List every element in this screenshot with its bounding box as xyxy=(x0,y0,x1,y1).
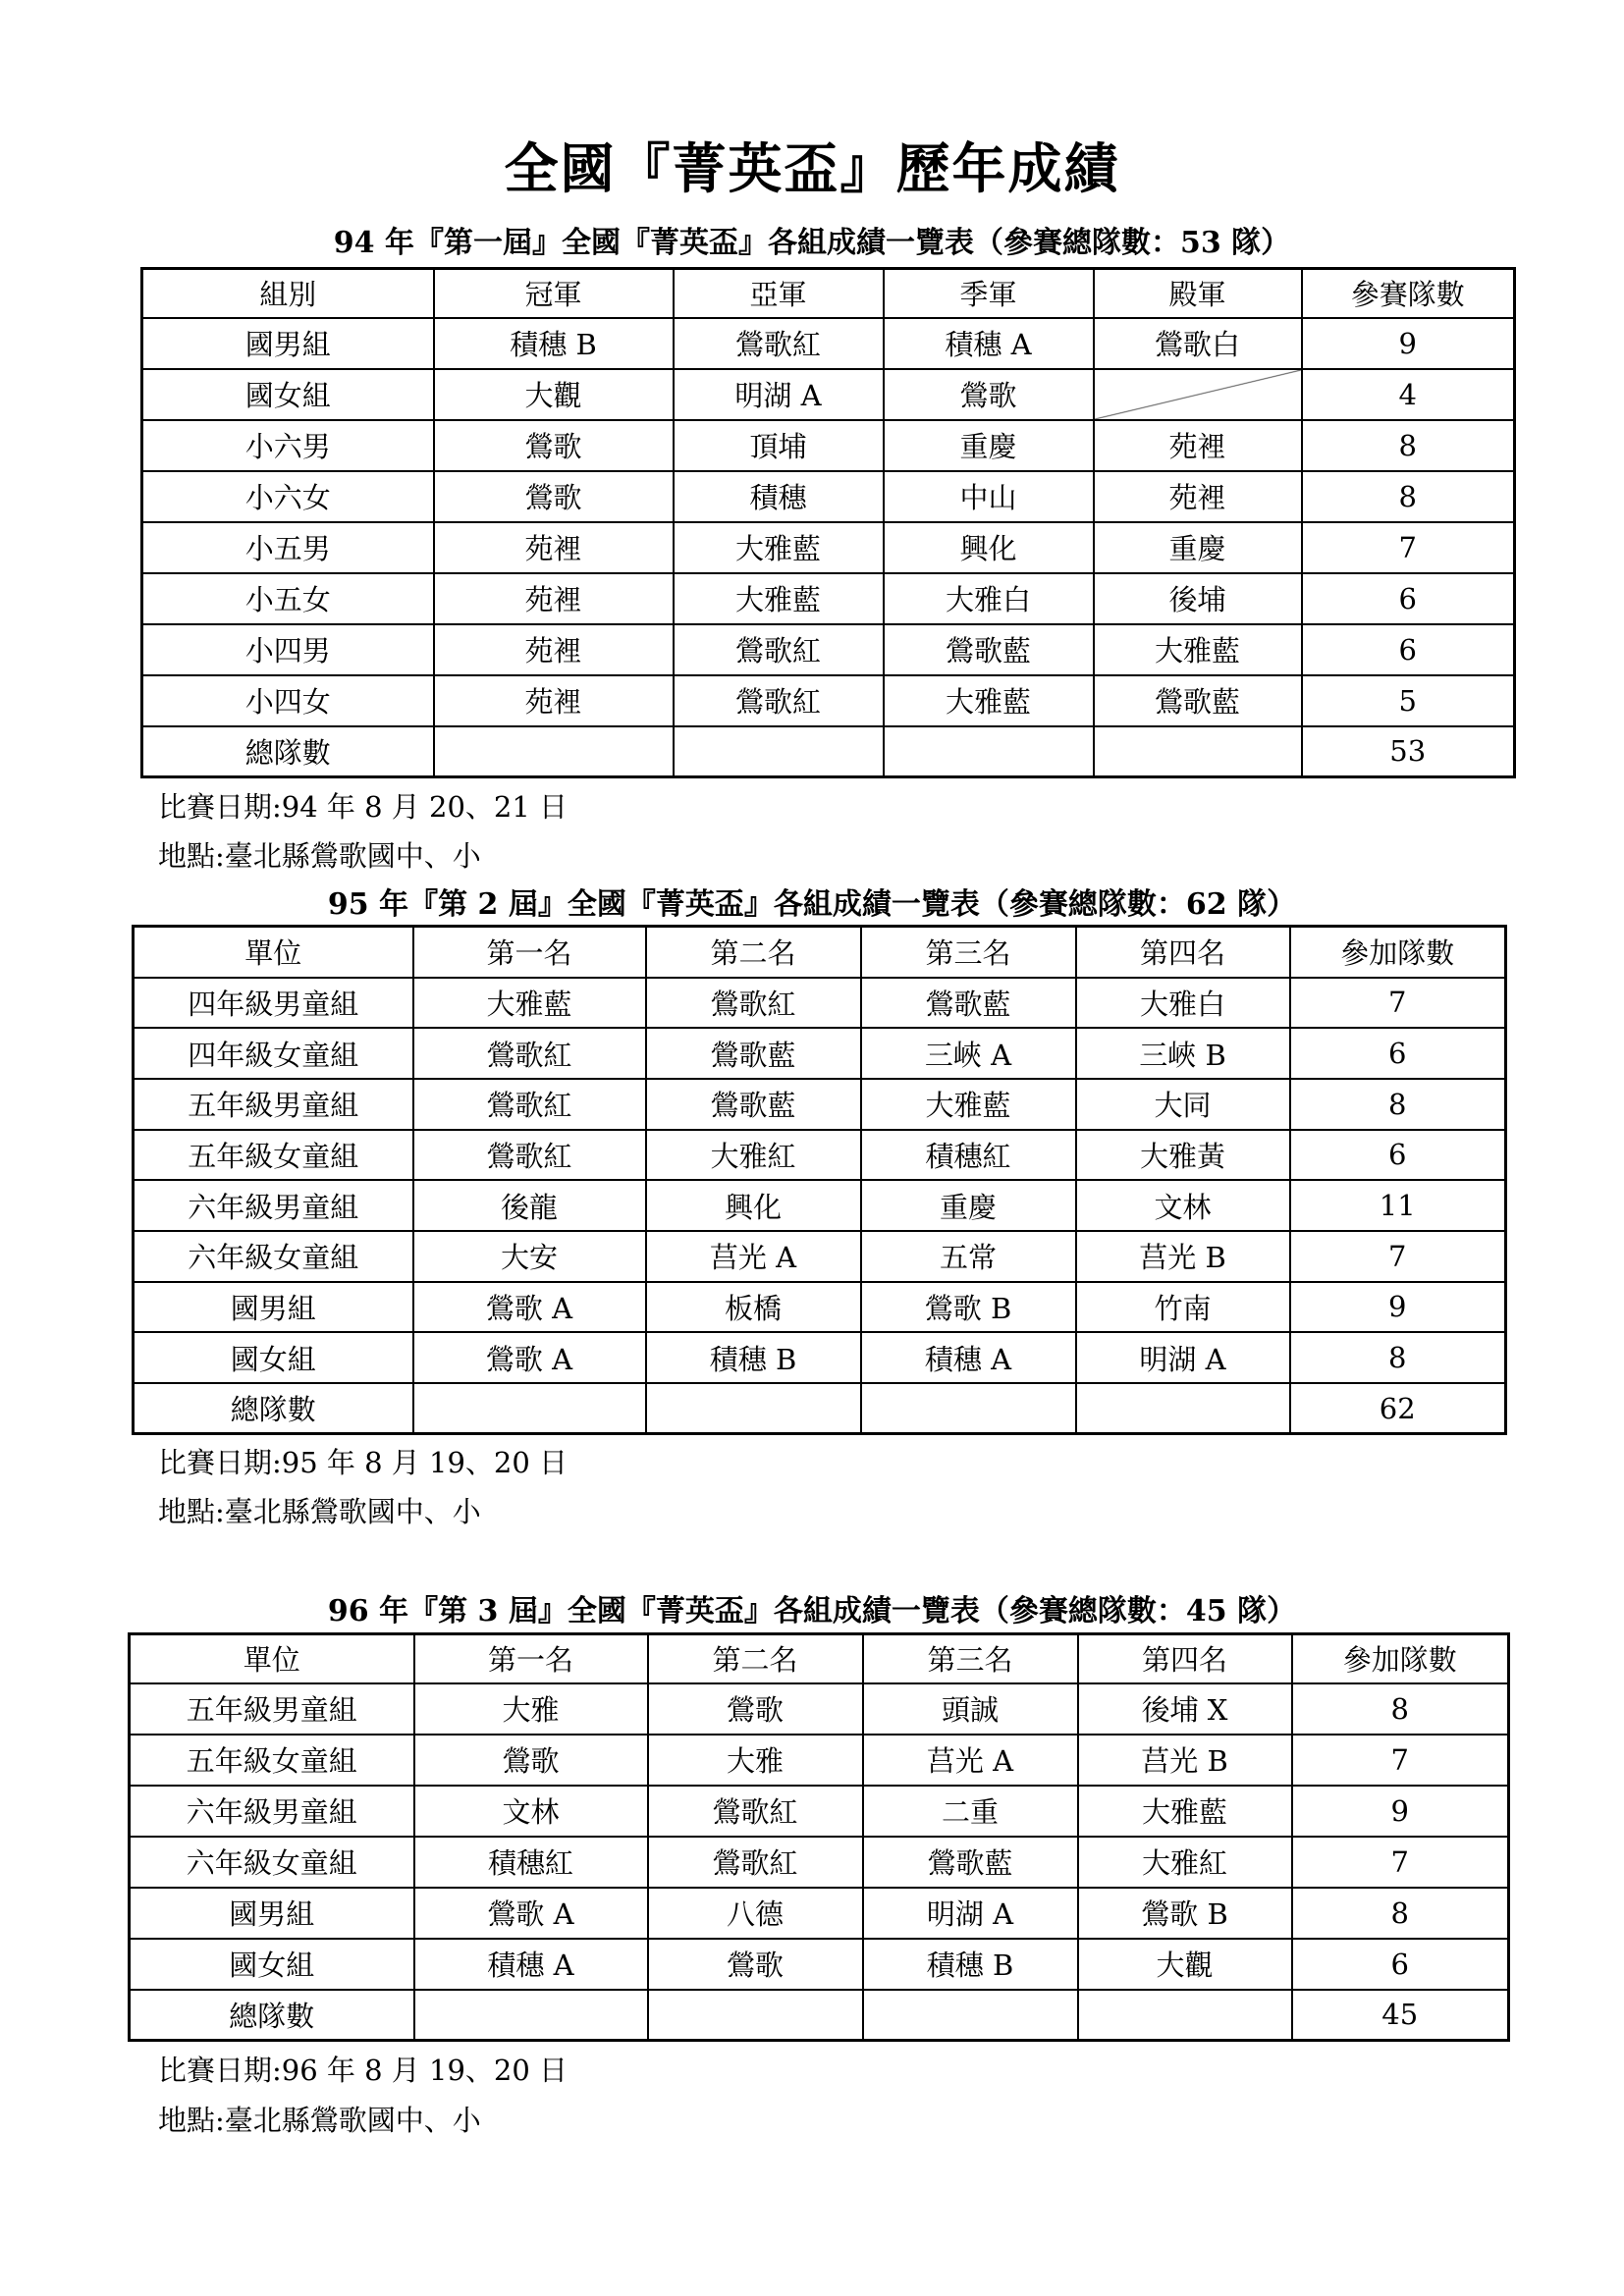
table-cell: 五常 xyxy=(861,1231,1076,1282)
table-row xyxy=(142,318,1515,369)
section-2-heading: 95 年『第 2 屆』全國『菁英盃』各組成績一覽表（參賽總隊數：62 隊） xyxy=(327,887,1297,922)
results-table-94 xyxy=(140,267,1516,778)
column-header: 第二名 xyxy=(646,927,861,978)
table-cell: 6 xyxy=(1292,1939,1509,1990)
table-cell: 大雅 xyxy=(414,1683,648,1735)
table-cell: 鶯歌紅 xyxy=(646,978,861,1029)
table-cell: 重慶 xyxy=(1094,522,1302,573)
table-cell: 鶯歌 xyxy=(414,1735,648,1786)
table-cell: 積穗 xyxy=(674,471,884,522)
table-cell: 8 xyxy=(1302,420,1515,471)
column-header: 第四名 xyxy=(1078,1634,1292,1683)
table-cell: 鶯歌 xyxy=(434,420,674,471)
table-cell: 大觀 xyxy=(434,369,674,420)
table-row xyxy=(130,1837,1509,1888)
table-cell: 8 xyxy=(1292,1683,1509,1735)
table-cell: 苑裡 xyxy=(434,522,674,573)
table-cell: 鶯歌 xyxy=(648,1939,863,1990)
table-cell: 三峽 A xyxy=(861,1028,1076,1079)
table-cell: 大雅藍 xyxy=(674,522,884,573)
table-row xyxy=(134,1282,1506,1333)
table-cell: 重慶 xyxy=(861,1180,1076,1231)
table-cell: 積穗 B xyxy=(646,1332,861,1383)
section-1-location: 地點:臺北縣鶯歌國中、小 xyxy=(158,839,481,873)
page-title: 全國『菁英盃』歷年成績 xyxy=(504,136,1120,200)
table-cell: 積穗 A xyxy=(884,318,1094,369)
table-cell: 積穗紅 xyxy=(414,1837,648,1888)
table-cell: 六年級男童組 xyxy=(134,1180,413,1231)
column-header: 參賽隊數 xyxy=(1302,269,1515,318)
table-cell: 7 xyxy=(1292,1837,1509,1888)
table-cell: 大雅紅 xyxy=(1078,1837,1292,1888)
table-cell xyxy=(674,726,884,777)
table-cell: 莒光 A xyxy=(646,1231,861,1282)
section-2-date: 比賽日期:95 年 8 月 19、20 日 xyxy=(158,1446,568,1479)
table-cell: 五年級女童組 xyxy=(134,1130,413,1181)
table-row xyxy=(134,1079,1506,1130)
table-cell: 鶯歌 B xyxy=(1078,1888,1292,1939)
table-cell: 六年級男童組 xyxy=(130,1786,414,1837)
table-row xyxy=(130,1735,1509,1786)
section-2-location: 地點:臺北縣鶯歌國中、小 xyxy=(158,1495,481,1528)
table-cell xyxy=(1076,1383,1290,1434)
table-cell: 國男組 xyxy=(134,1282,413,1333)
table-cell xyxy=(863,1990,1078,2041)
table-cell: 鶯歌紅 xyxy=(413,1028,646,1079)
table-cell: 中山 xyxy=(884,471,1094,522)
table-cell: 五年級女童組 xyxy=(130,1735,414,1786)
table-cell: 明湖 A xyxy=(1076,1332,1290,1383)
table-cell: 苑裡 xyxy=(1094,420,1302,471)
table-row xyxy=(142,573,1515,624)
section-1-heading: 94 年『第一屆』全國『菁英盃』各組成績一覽表（參賽總隊數：53 隊） xyxy=(333,226,1291,260)
table-row xyxy=(130,1786,1509,1837)
table-cell: 文林 xyxy=(414,1786,648,1837)
table-cell xyxy=(646,1383,861,1434)
table-cell: 8 xyxy=(1290,1332,1506,1383)
table-cell: 頂埔 xyxy=(674,420,884,471)
table-cell: 鶯歌紅 xyxy=(648,1837,863,1888)
table-cell: 8 xyxy=(1290,1079,1506,1130)
table-cell: 興化 xyxy=(884,522,1094,573)
table-cell: 明湖 A xyxy=(674,369,884,420)
table-cell: 7 xyxy=(1290,978,1506,1029)
section-3-heading: 96 年『第 3 屆』全國『菁英盃』各組成績一覽表（參賽總隊數：45 隊） xyxy=(327,1594,1297,1629)
table-cell: 明湖 A xyxy=(863,1888,1078,1939)
column-header: 第三名 xyxy=(861,927,1076,978)
column-header: 參加隊數 xyxy=(1290,927,1506,978)
table-cell: 莒光 A xyxy=(863,1735,1078,1786)
table-cell: 國女組 xyxy=(134,1332,413,1383)
column-header: 第四名 xyxy=(1076,927,1290,978)
column-header: 亞軍 xyxy=(674,269,884,318)
table-cell: 鶯歌藍 xyxy=(863,1837,1078,1888)
table-cell: 大雅藍 xyxy=(1094,624,1302,675)
table-cell: 三峽 B xyxy=(1076,1028,1290,1079)
table-cell: 二重 xyxy=(863,1786,1078,1837)
table-cell: 四年級男童組 xyxy=(134,978,413,1029)
column-header: 參加隊數 xyxy=(1292,1634,1509,1683)
table-cell: 小四女 xyxy=(142,675,434,726)
table-cell: 鶯歌紅 xyxy=(413,1130,646,1181)
table-row xyxy=(134,1383,1506,1434)
table-row xyxy=(134,1130,1506,1181)
table-cell: 9 xyxy=(1290,1282,1506,1333)
table-cell: 鶯歌 xyxy=(884,369,1094,420)
table-cell: 6 xyxy=(1302,573,1515,624)
table-cell: 後埔 xyxy=(1094,573,1302,624)
table-cell: 四年級女童組 xyxy=(134,1028,413,1079)
table-row xyxy=(134,978,1506,1029)
table-cell: 苑裡 xyxy=(434,624,674,675)
table-cell: 六年級女童組 xyxy=(130,1837,414,1888)
table-row xyxy=(134,1028,1506,1079)
column-header: 第二名 xyxy=(648,1634,863,1683)
table-cell: 4 xyxy=(1302,369,1515,420)
table-cell: 莒光 B xyxy=(1076,1231,1290,1282)
table-cell: 鶯歌紅 xyxy=(674,675,884,726)
table-cell: 苑裡 xyxy=(434,675,674,726)
table-cell: 六年級女童組 xyxy=(134,1231,413,1282)
table-cell: 小四男 xyxy=(142,624,434,675)
table-cell: 興化 xyxy=(646,1180,861,1231)
table-cell: 國女組 xyxy=(142,369,434,420)
column-header: 第一名 xyxy=(413,927,646,978)
table-cell: 6 xyxy=(1290,1028,1506,1079)
table-cell: 大雅藍 xyxy=(884,675,1094,726)
table-cell xyxy=(861,1383,1076,1434)
column-header: 冠軍 xyxy=(434,269,674,318)
results-table-96 xyxy=(128,1632,1510,2042)
table-cell: 板橋 xyxy=(646,1282,861,1333)
table-cell: 鶯歌 B xyxy=(861,1282,1076,1333)
section-1-date: 比賽日期:94 年 8 月 20、21 日 xyxy=(158,790,568,824)
table-cell: 總隊數 xyxy=(130,1990,414,2041)
table-cell xyxy=(1094,726,1302,777)
table-cell: 鶯歌藍 xyxy=(646,1079,861,1130)
table-cell: 文林 xyxy=(1076,1180,1290,1231)
table-cell: 大同 xyxy=(1076,1079,1290,1130)
section-3-date: 比賽日期:96 年 8 月 19、20 日 xyxy=(158,2054,568,2087)
table-cell: 積穗 B xyxy=(863,1939,1078,1990)
table-cell: 7 xyxy=(1292,1735,1509,1786)
column-header: 組別 xyxy=(142,269,434,318)
table-cell: 9 xyxy=(1292,1786,1509,1837)
table-cell: 8 xyxy=(1302,471,1515,522)
table-row xyxy=(142,522,1515,573)
table-header-row xyxy=(142,269,1515,318)
column-header: 季軍 xyxy=(884,269,1094,318)
table-cell: 大雅藍 xyxy=(413,978,646,1029)
table-cell: 五年級男童組 xyxy=(134,1079,413,1130)
table-cell: 國男組 xyxy=(142,318,434,369)
table-cell: 7 xyxy=(1302,522,1515,573)
column-header: 單位 xyxy=(134,927,413,978)
table-cell: 重慶 xyxy=(884,420,1094,471)
table-cell: 鶯歌 xyxy=(434,471,674,522)
table-row xyxy=(142,420,1515,471)
table-cell: 大安 xyxy=(413,1231,646,1282)
table-cell: 鶯歌紅 xyxy=(674,624,884,675)
table-row xyxy=(134,1231,1506,1282)
table-cell: 11 xyxy=(1290,1180,1506,1231)
table-cell: 後龍 xyxy=(413,1180,646,1231)
table-row xyxy=(130,1990,1509,2041)
table-cell: 大雅白 xyxy=(884,573,1094,624)
table-cell: 鶯歌 A xyxy=(414,1888,648,1939)
table-cell: 鶯歌藍 xyxy=(646,1028,861,1079)
table-cell xyxy=(434,726,674,777)
column-header: 單位 xyxy=(130,1634,414,1683)
table-cell: 鶯歌紅 xyxy=(674,318,884,369)
table-cell: 竹南 xyxy=(1076,1282,1290,1333)
table-cell xyxy=(1078,1990,1292,2041)
table-cell xyxy=(884,726,1094,777)
table-cell: 莒光 B xyxy=(1078,1735,1292,1786)
table-cell: 大雅白 xyxy=(1076,978,1290,1029)
table-cell: 小六女 xyxy=(142,471,434,522)
table-cell: 62 xyxy=(1290,1383,1506,1434)
table-cell: 7 xyxy=(1290,1231,1506,1282)
table-cell: 53 xyxy=(1302,726,1515,777)
table-row xyxy=(142,471,1515,522)
table-cell: 鶯歌紅 xyxy=(413,1079,646,1130)
section-3-location: 地點:臺北縣鶯歌國中、小 xyxy=(158,2104,481,2137)
table-row xyxy=(130,1683,1509,1735)
table-cell xyxy=(413,1383,646,1434)
table-cell: 45 xyxy=(1292,1990,1509,2041)
table-cell: 積穗 B xyxy=(434,318,674,369)
table-row xyxy=(134,1180,1506,1231)
table-cell: 大雅紅 xyxy=(646,1130,861,1181)
table-row xyxy=(142,624,1515,675)
table-cell: 八德 xyxy=(648,1888,863,1939)
table-cell xyxy=(1094,369,1302,420)
table-cell: 鶯歌白 xyxy=(1094,318,1302,369)
table-cell: 大雅藍 xyxy=(674,573,884,624)
table-cell: 苑裡 xyxy=(1094,471,1302,522)
table-row xyxy=(130,1939,1509,1990)
table-cell: 鶯歌 A xyxy=(413,1282,646,1333)
column-header: 殿軍 xyxy=(1094,269,1302,318)
table-cell xyxy=(414,1990,648,2041)
table-cell: 後埔 X xyxy=(1078,1683,1292,1735)
results-table-95 xyxy=(132,925,1507,1435)
table-cell: 積穗紅 xyxy=(861,1130,1076,1181)
table-cell: 小五女 xyxy=(142,573,434,624)
table-cell: 6 xyxy=(1290,1130,1506,1181)
table-cell: 積穗 A xyxy=(414,1939,648,1990)
table-cell: 鶯歌藍 xyxy=(1094,675,1302,726)
table-header-row xyxy=(130,1634,1509,1683)
table-cell: 大雅黃 xyxy=(1076,1130,1290,1181)
table-cell: 小五男 xyxy=(142,522,434,573)
table-cell: 鶯歌 xyxy=(648,1683,863,1735)
table-header-row xyxy=(134,927,1506,978)
table-cell: 大觀 xyxy=(1078,1939,1292,1990)
table-row xyxy=(134,1332,1506,1383)
table-cell: 大雅藍 xyxy=(1078,1786,1292,1837)
column-header: 第一名 xyxy=(414,1634,648,1683)
table-cell: 8 xyxy=(1292,1888,1509,1939)
column-header: 第三名 xyxy=(863,1634,1078,1683)
table-cell: 國男組 xyxy=(130,1888,414,1939)
table-cell: 國女組 xyxy=(130,1939,414,1990)
table-row xyxy=(130,1888,1509,1939)
table-cell: 積穗 A xyxy=(861,1332,1076,1383)
table-cell: 總隊數 xyxy=(142,726,434,777)
table-row xyxy=(142,675,1515,726)
table-cell: 小六男 xyxy=(142,420,434,471)
table-cell: 五年級男童組 xyxy=(130,1683,414,1735)
table-row xyxy=(142,726,1515,777)
table-cell: 鶯歌 A xyxy=(413,1332,646,1383)
table-cell: 6 xyxy=(1302,624,1515,675)
table-cell: 大雅藍 xyxy=(861,1079,1076,1130)
table-cell: 大雅 xyxy=(648,1735,863,1786)
table-cell: 鶯歌藍 xyxy=(884,624,1094,675)
table-cell: 鶯歌藍 xyxy=(861,978,1076,1029)
table-cell: 5 xyxy=(1302,675,1515,726)
table-row xyxy=(142,369,1515,420)
table-cell: 總隊數 xyxy=(134,1383,413,1434)
table-cell: 9 xyxy=(1302,318,1515,369)
table-cell: 鶯歌紅 xyxy=(648,1786,863,1837)
table-cell: 苑裡 xyxy=(434,573,674,624)
table-cell xyxy=(648,1990,863,2041)
table-cell: 頭誠 xyxy=(863,1683,1078,1735)
